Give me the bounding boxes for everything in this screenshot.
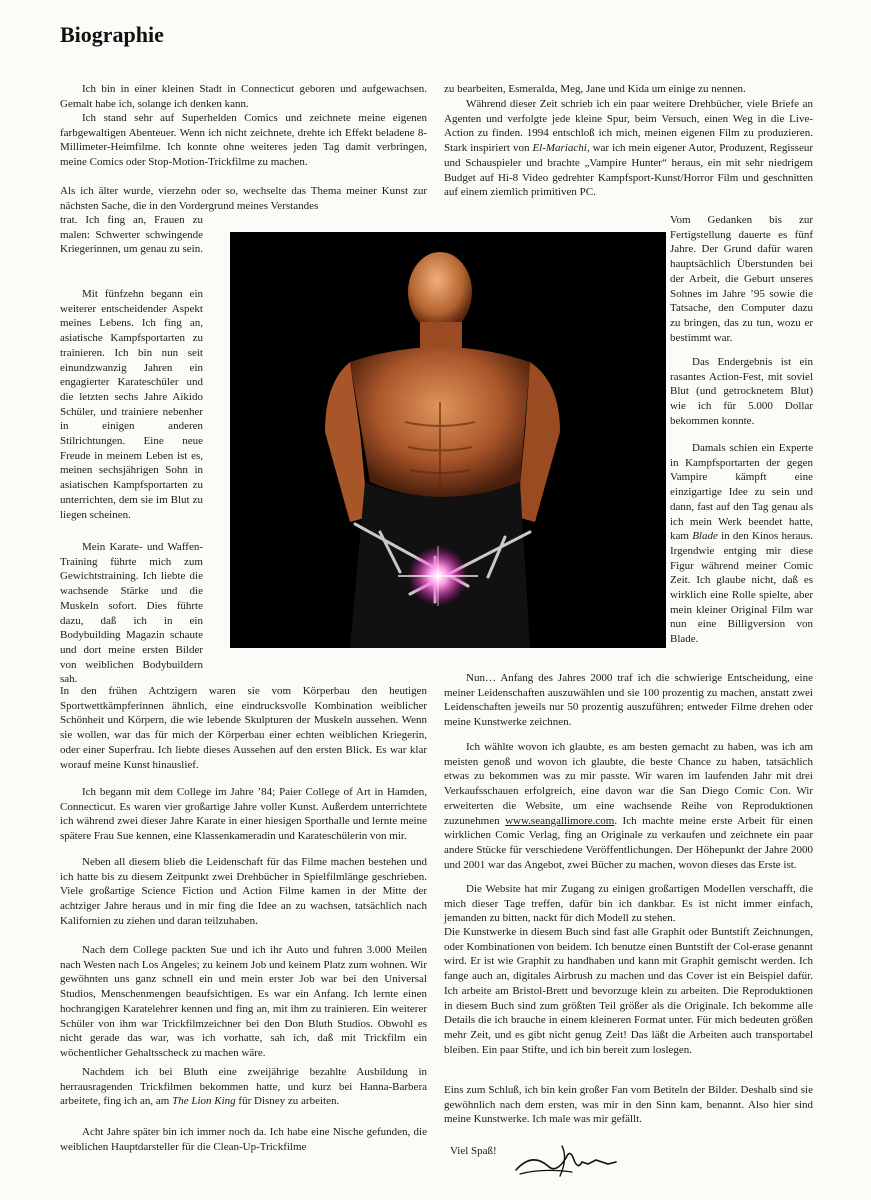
- bio-paragraph: trat. Ich fing an, Frauen zu malen: Schwerter schwingende Kriegerinnen, um genau zu sein.: [60, 214, 203, 256]
- bio-paragraph: Nach dem College packten Sue und ich ihr Auto und fuhren 3.000 Meilen nach Westen nach Los Angeles; zu keinem Job und keinem Platz zum wohnen. Wir gewöhnten uns ganz schnell ein und mein erster Job war bei den Universal Studios, Menschenmengen beaufsichtigen. Es war ein Anfang. Ich lernte einen hochrangigen Karatelehrer kennen und fing an, mit ihm zu trainieren. Ein weiterer Schüler von ihm war Trickfilmzeichner bei den Don Bluth Studios. Obwohl es nicht gerade das war, was ich vorhatte, sah ich, daß mit Trickfilm ein wöchentlicher Gehaltsscheck zu machen wäre.: [60, 944, 427, 1059]
- bio-paragraph: Das Endergebnis ist ein rasantes Action-Fest, mit soviel Blut (und getrocknetem Blut) wie ich für 5.000 Dollar bekommen konnte.: [670, 356, 813, 427]
- bio-paragraph: [444, 97, 813, 200]
- bio-paragraph: [60, 1065, 427, 1109]
- bio-text: , war ich mein eigener Autor, Produzent, Regisseur und Schauspieler und brachte „Vampire Hunter“ heraus, ein mit sehr niedrigem Budget auf Hi-8 Video gedrehter Kampfsport-Kunst/Horror Film und geschnitten auf einem ziemlich primitiven PC.: [444, 142, 814, 199]
- bio-text: in den Kinos heraus. Irgendwie entging mir diese Figur während meiner Comic Zeit. Ich glaube nicht, daß es wirklich eine Rolle spielte, aber mein kleiner Original Film war nun eine Billigversion von Blade.: [670, 530, 813, 646]
- bio-text: Während dieser Zeit schrieb ich ein paar weitere Drehbücher, viele Briefe an Agenten und verfolgte jede kleine Spur, beim Versuch, einen Weg in die Live-Action zu finden. 1994 entschloß ich mich, meinen eigenen Film zu produzieren. Stark inspiriert von: [444, 98, 813, 155]
- page-title: Biographie: [60, 22, 164, 47]
- bio-text: . Ich machte meine erste Arbeit für einen wirklichen Comic Verlag, fing an Originale zu verkaufen und zeichnete ein paar andere Stücke für verschiedene Veröffentlichungen. Der Höhepunkt der Jahre 2000 und 2001 war das Angebot, zwei Bücher zu machen, wovon dieses das Erste ist.: [444, 814, 813, 871]
- bio-paragraph: Ich bin in einer kleinen Stadt in Connecticut geboren und aufgewachsen. Gemalt habe ich, solange ich denken kann.: [60, 83, 427, 110]
- bio-text: Nachdem ich bei Bluth eine zweijährige bezahlte Ausbildung in herrausragenden Trickfilmen bekommen hatte, und kurz bei Hanna-Barbera arbeitete, fing ich an, am: [60, 1066, 427, 1108]
- closing-text: Viel Spaß!: [450, 1145, 497, 1157]
- bio-paragraph: Mein Karate- und Waffen- Training führte mich zum Gewichtstraining. Ich liebte die wachsende Stärke und die Muskeln sofort. Dies führte dazu, daß ich in ein Bodybuilding Magazin schaute und dort meine ersten Bilder von weiblichen Bodybuildern sah.: [60, 541, 203, 686]
- bio-paragraph: Acht Jahre später bin ich immer noch da. Ich habe eine Nische gefunden, die weiblichen Hauptdarsteller für die Clean-Up-Trickfilme: [60, 1126, 427, 1153]
- bio-paragraph: zu bearbeiten, Esmeralda, Meg, Jane und Kida um einige zu nennen.: [444, 83, 746, 95]
- bio-paragraph: Ich begann mit dem College im Jahre ’84; Paier College of Art in Hamden, Connecticut. Es waren vier großartige Jahre voller Kunst. Außerdem unterrichtete ich während zwei dieser Jahre Karate in einer hiesigen Sporthalle und lernte meine spätere Frau Sue kennen, eine Klassenkameradin und Karateschülerin von mir.: [60, 786, 427, 843]
- bio-text: für Disney zu arbeiten.: [235, 1095, 340, 1108]
- bio-paragraph: In den frühen Achtzigern waren sie vom Körperbau den heutigen Sportwettkämpferinnen ähnlich, eine eindrucksvolle Kombination weiblicher Schönheit und Körpern, die wie lebende Skulpturen der Muskeln aussehen. Wenn sie wollen, war das für mich der Körperbau einer echten weiblichen Kriegerin, oder einer Superfrau. Ich liebte dieses Aussehen auf den ersten Blick. Es war klar worauf meine Kunst hinauslief.: [60, 685, 427, 771]
- bio-text: Damals schien ein Experte in Kampfsportarten der gegen Vampire kämpft eine einzigartige Idee zu sein und dann, fast auf den Tag genau als ich mein Werk beendet hatte, kam: [670, 442, 813, 543]
- film-title: The Lion King: [172, 1095, 236, 1108]
- bio-paragraph: Als ich älter wurde, vierzehn oder so, wechselte das Thema meiner Kunst zur nächsten Sache, die in den Vordergrund meines Verstandes: [60, 185, 427, 212]
- bio-paragraph: Ich stand sehr auf Superhelden Comics und zeichnete meine eigenen farbgewaltigen Abenteuer. Wenn ich nicht zeichnete, drehte ich Effekt beladene 8-Millimeter-Heimfilme. Ich konnte ohne weiteres jeden Tag damit verbringen, meine Comics oder Stop-Motion-Trickfilme zu machen.: [60, 112, 427, 169]
- bio-text: Ich wählte wovon ich glaubte, es am besten gemacht zu haben, was ich am meisten genoß und wovon ich glaubte, die beste Chance zu haben, tatsächlich etwas zu bekommen was zu mir passte. Wir waren im laufenden Jahr mit drei Verkaufsschauen erfolgreich, eine davon war die San Diego Comic Con. Wir erweiterten die Website, um eine wachsende Reihe von Reproduktionen zuzunehmen: [444, 741, 813, 827]
- bio-paragraph: Neben all diesem blieb die Leidenschaft für das Filme machen bestehen und ich hatte bis zu diesem Zeitpunkt zwei Drehbücher in Spielfilmlänge geschrieben. Viele großartige Science Fiction und Action Filme kamen in der Mitte der achtziger Jahre heraus und in mir fing die Idee an zu wachsen, tatsächlich nach Kalifornien zu ziehen und daran teilzuhaben.: [60, 856, 427, 927]
- portrait-photo: [230, 232, 666, 648]
- portrait-illustration: [230, 232, 666, 648]
- bio-paragraph: [670, 441, 813, 647]
- bio-paragraph: Die Website hat mir Zugang zu einigen großartigen Modellen verschafft, die mich dieser Tage treffen, dafür bin ich dankbar. Es ist nicht immer einfach, jemanden zu bitten, nackt für dich Modell zu stehen.: [444, 883, 813, 925]
- bio-paragraph: [444, 740, 813, 872]
- bio-paragraph: Mit fünfzehn begann ein weiterer entscheidender Aspekt meines Lebens. Ich fing an, asiatische Kampfsportarten zu trainieren. Ich bin nun seit einundzwanzig Jahren ein engagierter Karateschüler und die letzten sechs Jahre Aikido Schüler, und trainiere nebenher in einigen anderen Stilrichtungen. Eine neue Freude in meinem Leben ist es, meinen sechsjährigen Sohn in asiatischen Kampfsportarten zu unterrichten, dem sie im Blut zu liegen scheinen.: [60, 288, 203, 521]
- film-title: El-Mariachi: [532, 142, 587, 155]
- film-title: Blade: [692, 530, 718, 543]
- bio-paragraph: Vom Gedanken bis zur Fertigstellung dauerte es fünf Jahre. Der Grund dafür waren hauptsächlich Überstunden bei der Arbeit, die Geburt unseres Sohnes im Jahre ’95 sowie die Tatsache, den Computer dazu zu bringen, das zu tun, wozu er bestimmt war.: [670, 214, 813, 344]
- bio-paragraph: Die Kunstwerke in diesem Buch sind fast alle Graphit oder Buntstift Zeichnungen, oder Kombinationen von beidem. Ich benutze einen Buntstift der Col-erase genannt wird. Er ist wie Graphit zu handhaben und kann mit Graphit gemischt werden. Ich fange auch an, digitales Airbrush zu machen und das Cover ist ein Beispiel dafür. Ich arbeite am Bristol-Brett und bevorzuge klein zu arbeiten. Die Reproduktionen in diesem Buch sind zum größten Teil größer als die Originale. Ich bekomme alle Details die ich brauche in einem kleineren Format unter. Für mich bedeuten größen mehr Zeit, und es gibt nicht genug Zeit! Das läßt die Arbeiten auch transportabel bleiben. Ein paar Stifte, und ich bin bereit zum loslegen.: [444, 926, 813, 1056]
- bio-paragraph: Eins zum Schluß, ich bin kein großer Fan vom Betiteln der Bilder. Deshalb sind sie gewöhnlich nach dem ersten, was mir in den Sinn kam, benannt. Also hier sind meine Kunstwerke. Ich male was mir gefällt.: [444, 1084, 813, 1126]
- signature: [512, 1140, 622, 1185]
- bio-paragraph: Nun… Anfang des Jahres 2000 traf ich die schwierige Entscheidung, eine meiner Leidenschaften auszuwählen und sie 100 prozentig zu machen, anstatt zwei Leidenschaften jeweils nur 50 prozentig auszuführen; entweder Filme drehen oder meine Kunstwerke zeichnen.: [444, 672, 813, 729]
- handwritten-signature: [512, 1140, 622, 1180]
- website-link[interactable]: www.seangallimore.com: [505, 814, 615, 827]
